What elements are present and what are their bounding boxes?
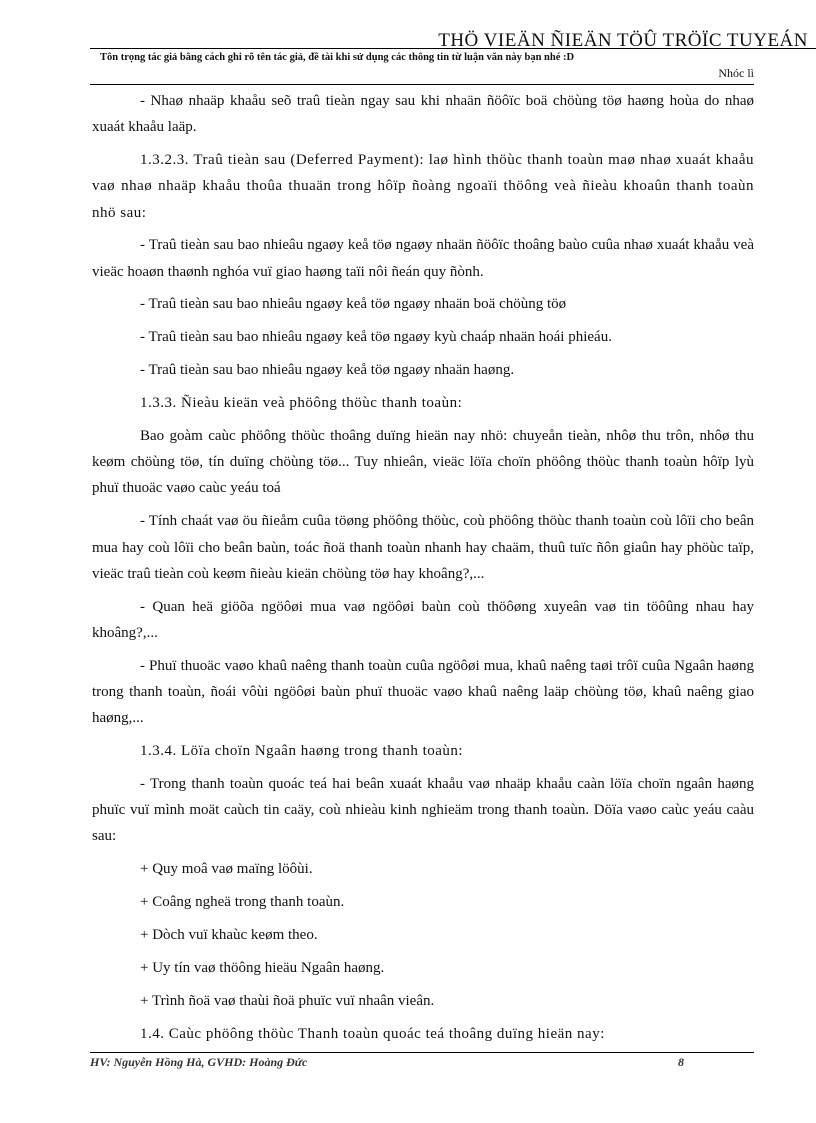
paragraph: - Tính chaát vaø öu ñieåm cuûa töøng phöông thöùc, coù phöông thöùc thanh toaùn coù lôïi cho beân mua hay coù lôïi cho beân baùn, toác ñoä thanh toaùn nhanh hay chaäm, thuû tuïc ñôn giaûn hay phöùc taïp, vieäc traû tieàn coù keøm ñieàu kieän chöùng töø hay khoâng?,...	[92, 513, 754, 582]
paragraph: - Trong thanh toaùn quoác teá hai beân xuaát khaåu vaø nhaäp khaåu caàn löïa choïn ngaân haøng phuïc vuï mình moät caùch tin caäy, coù nhieàu kinh nghieäm trong thanh toaùn. Döïa vaøo caùc yeáu caàu sau:	[92, 775, 754, 845]
copyright-notice: Tôn trọng tác giả bằng cách ghi rõ tên tác giả, đề tài khi sử dụng các thông tin từ luận văn này bạn nhé :D	[100, 52, 575, 63]
paragraph: Bao goàm caùc phöông thöùc thoâng duïng hieän nay nhö: chuyeån tieàn, nhôø thu trôn, nhôø thu keøm chöùng töø, tín duïng chöùng töø... Tuy nhieân, vieäc löïa choïn phöông thöùc thanh toaùn hôïp lyù phuï thuoäc vaøo caùc yeáu toá	[92, 428, 754, 497]
document-body	[92, 88, 754, 1054]
page-number: 8	[678, 1055, 684, 1069]
section-heading: 1.4. Caùc phöông thöùc Thanh toaùn quoác teá thoâng duïng hieän nay:	[140, 1025, 605, 1042]
paragraph: - Traû tieàn sau bao nhieâu ngaøy keå töø ngaøy nhaän haøng.	[140, 362, 515, 379]
paragraph: + Dòch vuï khaùc keøm theo.	[140, 927, 318, 943]
header-rule	[90, 48, 816, 49]
paragraph: + Coâng ngheä trong thanh toaùn.	[140, 894, 345, 911]
paragraph: - Traû tieàn sau bao nhieâu ngaøy keå töø ngaøy nhaän ñöôïc thoâng baùo cuûa nhaø xuaát khaåu veà vieäc hoaøn thaønh nghóa vuï giao haøng taïi nôi ñeán quy ñònh.	[92, 237, 754, 280]
paragraph: - Traû tieàn sau bao nhieâu ngaøy keå töø ngaøy nhaän boä chöùng töø	[140, 296, 567, 313]
footer-rule	[90, 1052, 754, 1053]
section-heading: 1.3.3. Ñieàu kieän veà phöông thöùc thanh toaùn:	[140, 395, 463, 412]
section-heading: 1.3.2.3. Traû tieàn sau (Deferred Payment): laø hình thöùc thanh toaùn maø nhaø xuaát khaåu vaø nhaø nhaäp khaåu thoûa thuaän trong hôïp ñoàng ngoaïi thöông veà ñieàu khoaûn thanh toaùn nhö sau:	[92, 152, 754, 221]
paragraph: + Trình ñoä vaø thaùi ñoä phuïc vuï nhaân vieân.	[140, 992, 435, 1009]
section-heading: 1.3.4. Löïa choïn Ngaân haøng trong thanh toaùn:	[140, 743, 464, 760]
paragraph: - Quan heä giöõa ngöôøi mua vaø ngöôøi baùn coù thöôøng xuyeân vaø tin töôûng nhau hay khoâng?,...	[92, 598, 754, 641]
paragraph: + Quy moâ vaø maïng löôùi.	[140, 861, 313, 878]
header-title: THÖ VIEÄN ÑIEÄN TÖÛ TRÖÏC TUYEÁN	[438, 30, 808, 51]
footer-author-line: HV: Nguyễn Hồng Hà, GVHD: Hoàng Đức	[90, 1055, 308, 1069]
header-author: Nhóc lì	[718, 66, 754, 80]
paragraph: + Uy tín vaø thöông hieäu Ngaân haøng.	[140, 959, 385, 976]
paragraph: - Traû tieàn sau bao nhieâu ngaøy keå töø ngaøy kyù chaáp nhaän hoái phieáu.	[140, 329, 612, 346]
header-rule-bottom	[90, 84, 754, 85]
paragraph: - Phuï thuoäc vaøo khaû naêng thanh toaùn cuûa ngöôøi mua, khaû naêng taøi trôï cuûa Ngaân haøng trong thanh toaùn, ñoái vôùi ngöôøi baùn phuï thuoäc vaøo khaû naêng laäp chöùng töø, khaû naêng giao haøng,...	[92, 657, 754, 727]
paragraph: - Nhaø nhaäp khaåu seõ traû tieàn ngay sau khi nhaän ñöôïc boä chöùng töø haøng hoùa do nhaø xuaát khaåu laäp.	[92, 93, 754, 136]
